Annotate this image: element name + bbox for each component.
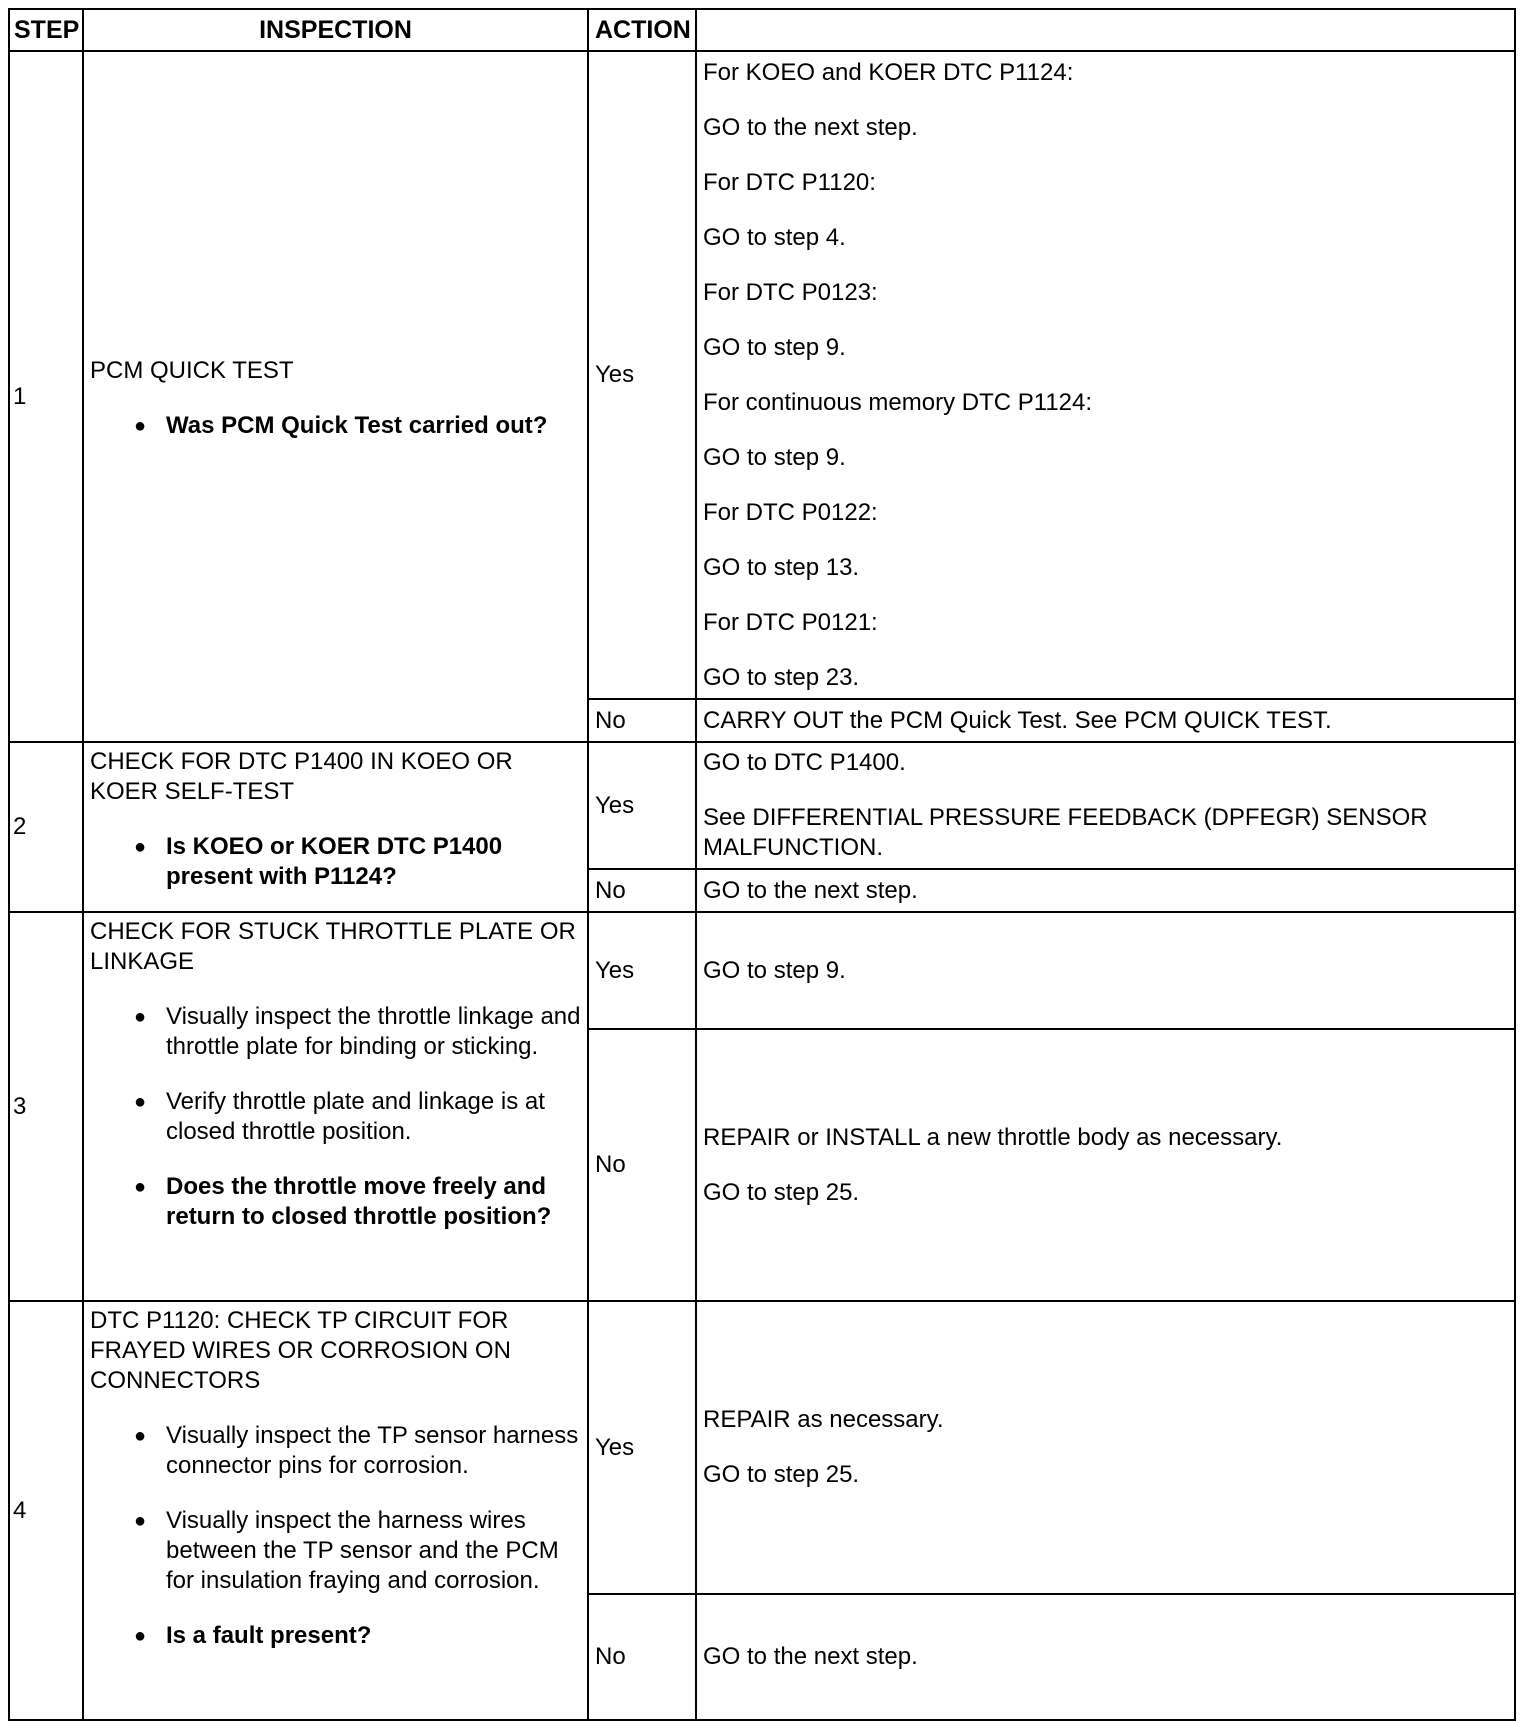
inspection-bullet: ● Is a fault present?: [134, 1621, 581, 1651]
action-line: GO to the next step.: [703, 876, 918, 904]
step-number: 3: [9, 912, 83, 1301]
action-line: REPAIR as necessary.: [703, 1406, 944, 1433]
action-line: GO to step 9.: [703, 333, 846, 361]
inspection-title: CHECK FOR STUCK THROTTLE PLATE OR LINKAGE: [90, 918, 576, 975]
action-line: GO to step 9.: [703, 443, 846, 471]
step-number: 4: [9, 1301, 83, 1720]
inspection-title: PCM QUICK TEST: [90, 357, 294, 384]
yes-action-cell: [696, 51, 1515, 699]
yes-action-cell: [696, 912, 1515, 1029]
inspection-bullet: ● Was PCM Quick Test carried out?: [134, 411, 581, 441]
table-row: [9, 51, 1515, 699]
action-line: GO to the next step.: [703, 113, 918, 141]
action-line: For DTC P0122:: [703, 498, 878, 526]
header-result: [696, 9, 1515, 51]
yes-label: Yes: [588, 742, 696, 869]
inspection-cell: [83, 1301, 588, 1720]
action-line: GO to the next step.: [703, 1643, 918, 1670]
inspection-bullet: ● Does the throttle move freely and return to closed throttle position?: [134, 1172, 581, 1232]
no-action-cell: [696, 699, 1515, 742]
yes-action-cell: [696, 1301, 1515, 1594]
no-action-cell: [696, 1594, 1515, 1720]
header-inspection: INSPECTION: [83, 9, 588, 51]
table-row: [9, 1301, 1515, 1594]
header-step: STEP: [9, 9, 83, 51]
no-label: No: [588, 1594, 696, 1720]
action-line: CARRY OUT the PCM Quick Test. See PCM QUICK TEST.: [703, 706, 1332, 734]
table-row: [9, 742, 1515, 869]
no-label: No: [588, 699, 696, 742]
step-number: 1: [9, 51, 83, 742]
action-line: GO to step 9.: [703, 956, 846, 984]
table-row: [9, 912, 1515, 1029]
no-action-cell: [696, 1029, 1515, 1301]
no-label: No: [588, 1029, 696, 1301]
inspection-title: DTC P1120: CHECK TP CIRCUIT FOR FRAYED WIRES OR CORROSION ON CONNECTORS: [90, 1307, 511, 1394]
yes-label: Yes: [588, 1301, 696, 1594]
action-line: GO to step 23.: [703, 663, 860, 691]
action-line: See DIFFERENTIAL PRESSURE FEEDBACK (DPFEGR) SENSOR MALFUNCTION.: [703, 804, 1428, 861]
action-line: REPAIR or INSTALL a new throttle body as necessary.: [703, 1123, 1283, 1151]
inspection-bullet: ● Visually inspect the harness wires between the TP sensor and the PCM for insulation fraying and corrosion.: [134, 1506, 581, 1596]
no-action-cell: [696, 869, 1515, 912]
action-line: For DTC P0121:: [703, 608, 878, 636]
inspection-bullet: ● Visually inspect the throttle linkage and throttle plate for binding or sticking.: [134, 1002, 581, 1062]
action-line: For DTC P0123:: [703, 278, 878, 306]
inspection-cell: [83, 51, 588, 742]
header-action: ACTION: [588, 9, 696, 51]
step-number: 2: [9, 742, 83, 912]
diagnostic-table: [8, 8, 1516, 1721]
inspection-bullet: ● Visually inspect the TP sensor harness connector pins for corrosion.: [134, 1421, 581, 1481]
action-line: GO to step 25.: [703, 1461, 860, 1488]
action-line: GO to DTC P1400.: [703, 749, 906, 776]
inspection-bullet: ● Is KOEO or KOER DTC P1400 present with P1124?: [134, 832, 581, 892]
yes-action-cell: [696, 742, 1515, 869]
action-line: For KOEO and KOER DTC P1124:: [703, 58, 1074, 86]
yes-label: Yes: [588, 912, 696, 1029]
action-line: For DTC P1120:: [703, 168, 876, 196]
inspection-cell: [83, 912, 588, 1301]
no-label: No: [588, 869, 696, 912]
header-row: [9, 9, 1515, 51]
action-line: GO to step 4.: [703, 223, 846, 251]
yes-label: Yes: [588, 51, 696, 699]
action-line: GO to step 25.: [703, 1178, 860, 1206]
inspection-title: CHECK FOR DTC P1400 IN KOEO OR KOER SELF-TEST: [90, 748, 513, 805]
inspection-cell: [83, 742, 588, 912]
action-line: For continuous memory DTC P1124:: [703, 388, 1093, 416]
action-line: GO to step 13.: [703, 553, 860, 581]
inspection-bullet: ● Verify throttle plate and linkage is at closed throttle position.: [134, 1087, 581, 1147]
